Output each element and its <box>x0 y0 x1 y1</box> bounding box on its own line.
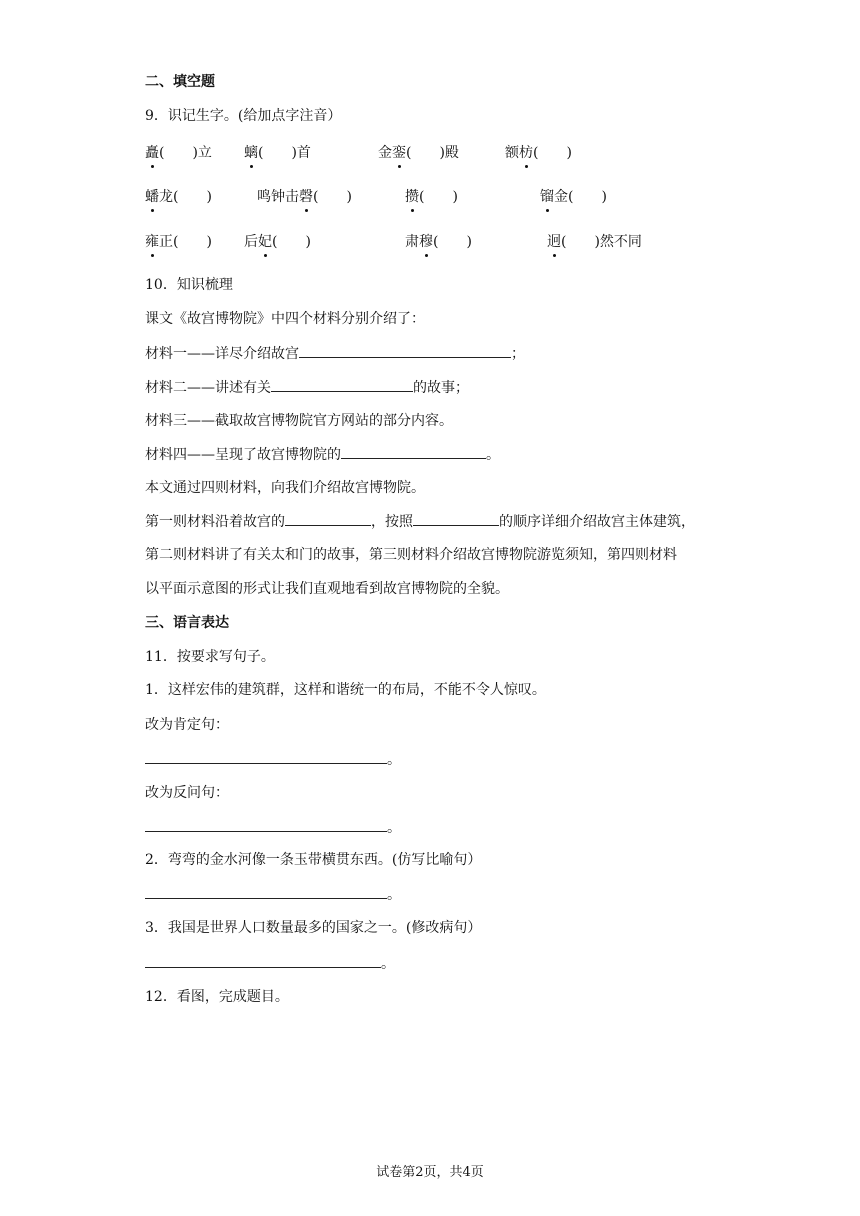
question-11-sentence-3: 3．我国是世界人口数量最多的国家之一。(修改病句） <box>145 920 482 936</box>
answer-line: 。 <box>145 884 401 905</box>
pinyin-item: 金銮( )殿 <box>378 145 459 161</box>
section-title-fill-blank: 二、填空题 <box>145 74 215 90</box>
material-3-line: 材料三——截取故宫博物院官方网站的部分内容。 <box>145 413 453 429</box>
answer-blank[interactable] <box>145 884 387 899</box>
answer-line: 。 <box>145 817 401 838</box>
pinyin-item: 矗( )立 <box>145 145 212 161</box>
question-11-instruction-rhetorical: 改为反问句： <box>145 785 229 801</box>
pinyin-item: 额枋( ) <box>505 145 572 161</box>
question-10-paragraph-3: 以平面示意图的形式让我们直观地看到故宫博物院的全貌。 <box>145 581 509 597</box>
answer-blank[interactable] <box>413 511 499 526</box>
pinyin-item: 蟠龙( ) <box>145 189 212 205</box>
answer-blank[interactable] <box>145 953 381 968</box>
pinyin-item: 雍正( ) <box>145 234 212 250</box>
answer-blank[interactable] <box>285 511 371 526</box>
answer-blank[interactable] <box>271 377 413 392</box>
answer-line: 。 <box>145 749 401 770</box>
material-1-line: 材料一——详尽介绍故宫 ； <box>145 343 525 364</box>
answer-blank[interactable] <box>145 749 387 764</box>
question-12-stem: 12．看图，完成题目。 <box>145 989 289 1005</box>
answer-blank[interactable] <box>299 343 511 358</box>
question-11-sentence-2: 2．弯弯的金水河像一条玉带横贯东西。(仿写比喻句） <box>145 852 482 868</box>
answer-blank[interactable] <box>341 444 486 459</box>
answer-line: 。 <box>145 953 395 974</box>
question-11-sentence-1: 1．这样宏伟的建筑群，这样和谐统一的布局，不能不令人惊叹。 <box>145 682 546 698</box>
pinyin-item: 镏金( ) <box>540 189 607 205</box>
material-4-line: 材料四——呈现了故宫博物院的 。 <box>145 444 500 465</box>
pinyin-item: 后妃( ) <box>244 234 311 250</box>
question-10-paragraph-2: 第二则材料讲了有关太和门的故事，第三则材料介绍故宫博物院游览须知，第四则材料 <box>145 547 677 563</box>
question-11-instruction-affirmative: 改为肯定句： <box>145 717 229 733</box>
question-9-stem: 9．识记生字。(给加点字注音） <box>145 108 342 124</box>
question-10-summary: 本文通过四则材料，向我们介绍故宫博物院。 <box>145 480 425 496</box>
question-10-intro: 课文《故宫博物院》中四个材料分别介绍了： <box>145 311 425 327</box>
pinyin-item: 迥( )然不同 <box>547 234 642 250</box>
question-10-paragraph-1: 第一则材料沿着故宫的 ，按照 的顺序详细介绍故宫主体建筑， <box>145 511 695 532</box>
section-title-language-expression: 三、语言表达 <box>145 615 229 631</box>
answer-blank[interactable] <box>145 817 387 832</box>
pinyin-item: 攒( ) <box>405 189 458 205</box>
question-10-stem: 10．知识梳理 <box>145 277 233 293</box>
pinyin-item: 肃穆( ) <box>405 234 472 250</box>
material-2-line: 材料二——讲述有关 的故事； <box>145 377 469 398</box>
page-footer: 试卷第2页，共4页 <box>376 1165 484 1180</box>
question-11-stem: 11．按要求写句子。 <box>145 649 275 665</box>
pinyin-item: 鸣钟击磬( ) <box>257 189 352 205</box>
pinyin-item: 螭( )首 <box>244 145 311 161</box>
